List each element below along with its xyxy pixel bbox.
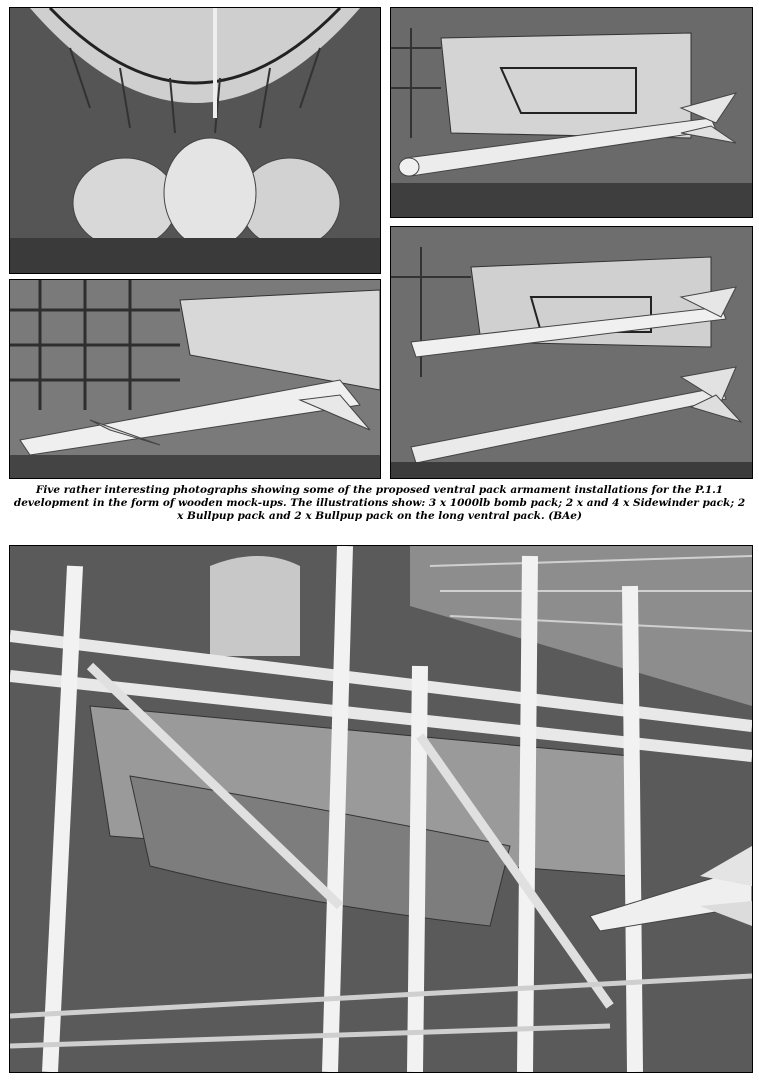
photo-sidewinder-pack-4 [390,226,753,479]
photo-sidewinder-pack-2-image [391,8,752,217]
photo-bomb-pack-image [10,8,380,273]
photo-long-ventral-pack [9,545,753,1073]
photo-caption: Five rather interesting photographs showing some of the proposed ventral pack armament installations for the P.1.1 development in the form of wooden mock-ups. The illustrations show: 3 x 1000lb bomb pack; 2 x and 4 x Sidewinder pack; 2 x Bullpup pack and 2 x Bullpup pack on the long ventral pack. (BAe) [13,484,746,522]
photo-long-ventral-pack-image [10,546,752,1072]
photo-sidewinder-pack-4-image [391,227,752,478]
photo-bullpup-pack [9,279,381,479]
photo-bomb-pack [9,7,381,274]
photo-bullpup-pack-image [10,280,380,478]
photo-sidewinder-pack-2 [390,7,753,218]
